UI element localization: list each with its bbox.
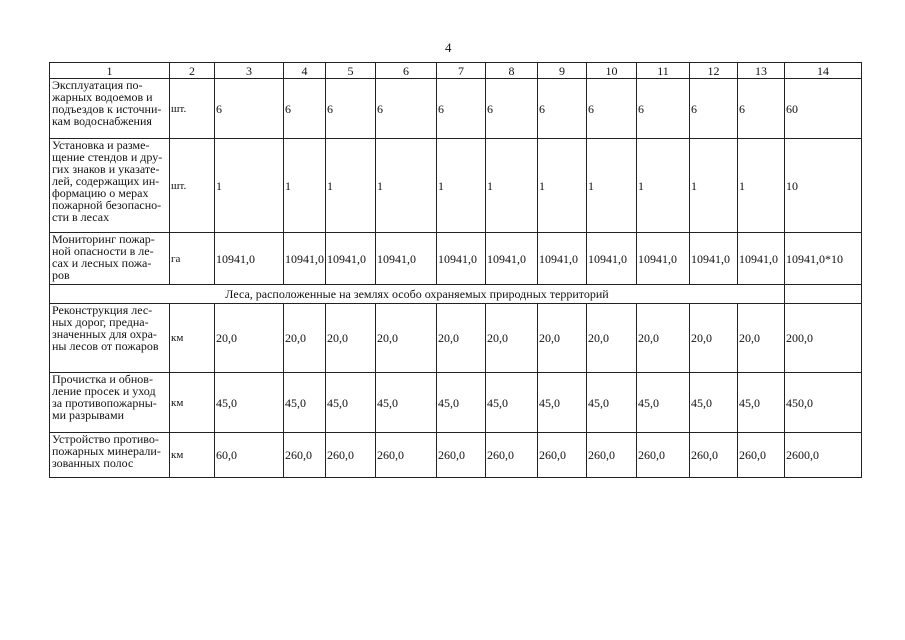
value-cell: 20,0 — [326, 304, 376, 373]
column-header: 4 — [284, 63, 326, 79]
section-row — [50, 285, 862, 304]
column-header: 5 — [326, 63, 376, 79]
value-cell: 45,0 — [637, 373, 690, 433]
value-cell: 6 — [284, 79, 326, 139]
unit-cell: шт. — [170, 79, 215, 139]
total-cell: 10941,0*10 — [785, 233, 862, 285]
value-cell: 6 — [437, 79, 486, 139]
value-cell: 10941,0 — [376, 233, 437, 285]
value-cell: 45,0 — [486, 373, 538, 433]
value-cell: 20,0 — [284, 304, 326, 373]
value-cell: 260,0 — [437, 433, 486, 478]
value-cell: 45,0 — [215, 373, 284, 433]
value-cell: 20,0 — [376, 304, 437, 373]
value-cell: 20,0 — [437, 304, 486, 373]
section-empty-cell — [785, 285, 862, 304]
value-cell: 45,0 — [284, 373, 326, 433]
value-cell: 20,0 — [637, 304, 690, 373]
value-cell: 45,0 — [587, 373, 637, 433]
value-cell: 45,0 — [690, 373, 738, 433]
value-cell: 60,0 — [215, 433, 284, 478]
value-cell: 6 — [376, 79, 437, 139]
activity-name: Реконструкция лес-ных дорог, предна-значенных для охра-ны лесов от пожаров — [50, 304, 170, 373]
unit-cell: км — [170, 373, 215, 433]
total-cell: 60 — [785, 79, 862, 139]
value-cell: 20,0 — [538, 304, 587, 373]
value-cell: 10941,0 — [690, 233, 738, 285]
value-cell: 1 — [690, 139, 738, 233]
column-header: 1 — [50, 63, 170, 79]
value-cell: 1 — [486, 139, 538, 233]
column-header: 14 — [785, 63, 862, 79]
value-cell: 6 — [215, 79, 284, 139]
value-cell: 6 — [738, 79, 785, 139]
total-cell: 10 — [785, 139, 862, 233]
column-header: 7 — [437, 63, 486, 79]
value-cell: 260,0 — [376, 433, 437, 478]
header-row — [50, 63, 862, 79]
value-cell: 260,0 — [637, 433, 690, 478]
column-header: 10 — [587, 63, 637, 79]
table-row — [50, 304, 862, 373]
column-header: 3 — [215, 63, 284, 79]
unit-cell: км — [170, 304, 215, 373]
value-cell: 6 — [486, 79, 538, 139]
value-cell: 10941,0 — [215, 233, 284, 285]
value-cell: 10941,0 — [738, 233, 785, 285]
value-cell: 1 — [637, 139, 690, 233]
value-cell: 1 — [326, 139, 376, 233]
activity-name: Прочистка и обнов-ление просек и уход за противопожарны-ми разрывами — [50, 373, 170, 433]
activities-table — [49, 62, 862, 478]
value-cell: 20,0 — [486, 304, 538, 373]
activity-name: Установка и разме-щение стендов и дру-гих знаков и указате-лей, содержащих ин-формацию о мерах пожарной безопасно-сти в лесах — [50, 139, 170, 233]
value-cell: 10941,0 — [587, 233, 637, 285]
table-row — [50, 139, 862, 233]
total-cell: 200,0 — [785, 304, 862, 373]
value-cell: 1 — [538, 139, 587, 233]
value-cell: 45,0 — [437, 373, 486, 433]
value-cell: 260,0 — [538, 433, 587, 478]
total-cell: 2600,0 — [785, 433, 862, 478]
total-cell: 450,0 — [785, 373, 862, 433]
value-cell: 45,0 — [326, 373, 376, 433]
unit-cell: га — [170, 233, 215, 285]
value-cell: 20,0 — [690, 304, 738, 373]
value-cell: 6 — [538, 79, 587, 139]
value-cell: 45,0 — [376, 373, 437, 433]
value-cell: 10941,0 — [284, 233, 326, 285]
value-cell: 260,0 — [690, 433, 738, 478]
value-cell: 6 — [690, 79, 738, 139]
value-cell: 260,0 — [587, 433, 637, 478]
value-cell: 1 — [376, 139, 437, 233]
value-cell: 1 — [215, 139, 284, 233]
value-cell: 1 — [284, 139, 326, 233]
value-cell: 10941,0 — [637, 233, 690, 285]
value-cell: 6 — [637, 79, 690, 139]
activity-name: Устройство противо-пожарных минерали-зованных полос — [50, 433, 170, 478]
unit-cell: км — [170, 433, 215, 478]
column-header: 9 — [538, 63, 587, 79]
activity-name: Эксплуатация по-жарных водоемов и подъездов к источни-кам водоснабжения — [50, 79, 170, 139]
value-cell: 10941,0 — [486, 233, 538, 285]
table-row — [50, 433, 862, 478]
column-header: 8 — [486, 63, 538, 79]
value-cell: 20,0 — [738, 304, 785, 373]
activity-name: Мониторинг пожар-ной опасности в ле-сах и лесных пожа-ров — [50, 233, 170, 285]
value-cell: 260,0 — [486, 433, 538, 478]
table-row — [50, 79, 862, 139]
column-header: 12 — [690, 63, 738, 79]
value-cell: 20,0 — [215, 304, 284, 373]
value-cell: 260,0 — [284, 433, 326, 478]
section-title: Леса, расположенные на землях особо охраняемых природных территорий — [50, 285, 785, 304]
value-cell: 260,0 — [326, 433, 376, 478]
column-header: 11 — [637, 63, 690, 79]
value-cell: 45,0 — [738, 373, 785, 433]
value-cell: 10941,0 — [538, 233, 587, 285]
value-cell: 1 — [738, 139, 785, 233]
value-cell: 260,0 — [738, 433, 785, 478]
page-number: 4 — [445, 40, 452, 55]
unit-cell: шт. — [170, 139, 215, 233]
table-row — [50, 373, 862, 433]
value-cell: 1 — [437, 139, 486, 233]
value-cell: 1 — [587, 139, 637, 233]
value-cell: 20,0 — [587, 304, 637, 373]
column-header: 6 — [376, 63, 437, 79]
value-cell: 6 — [587, 79, 637, 139]
value-cell: 10941,0 — [326, 233, 376, 285]
value-cell: 45,0 — [538, 373, 587, 433]
value-cell: 10941,0 — [437, 233, 486, 285]
value-cell: 6 — [326, 79, 376, 139]
column-header: 13 — [738, 63, 785, 79]
table-row — [50, 233, 862, 285]
column-header: 2 — [170, 63, 215, 79]
